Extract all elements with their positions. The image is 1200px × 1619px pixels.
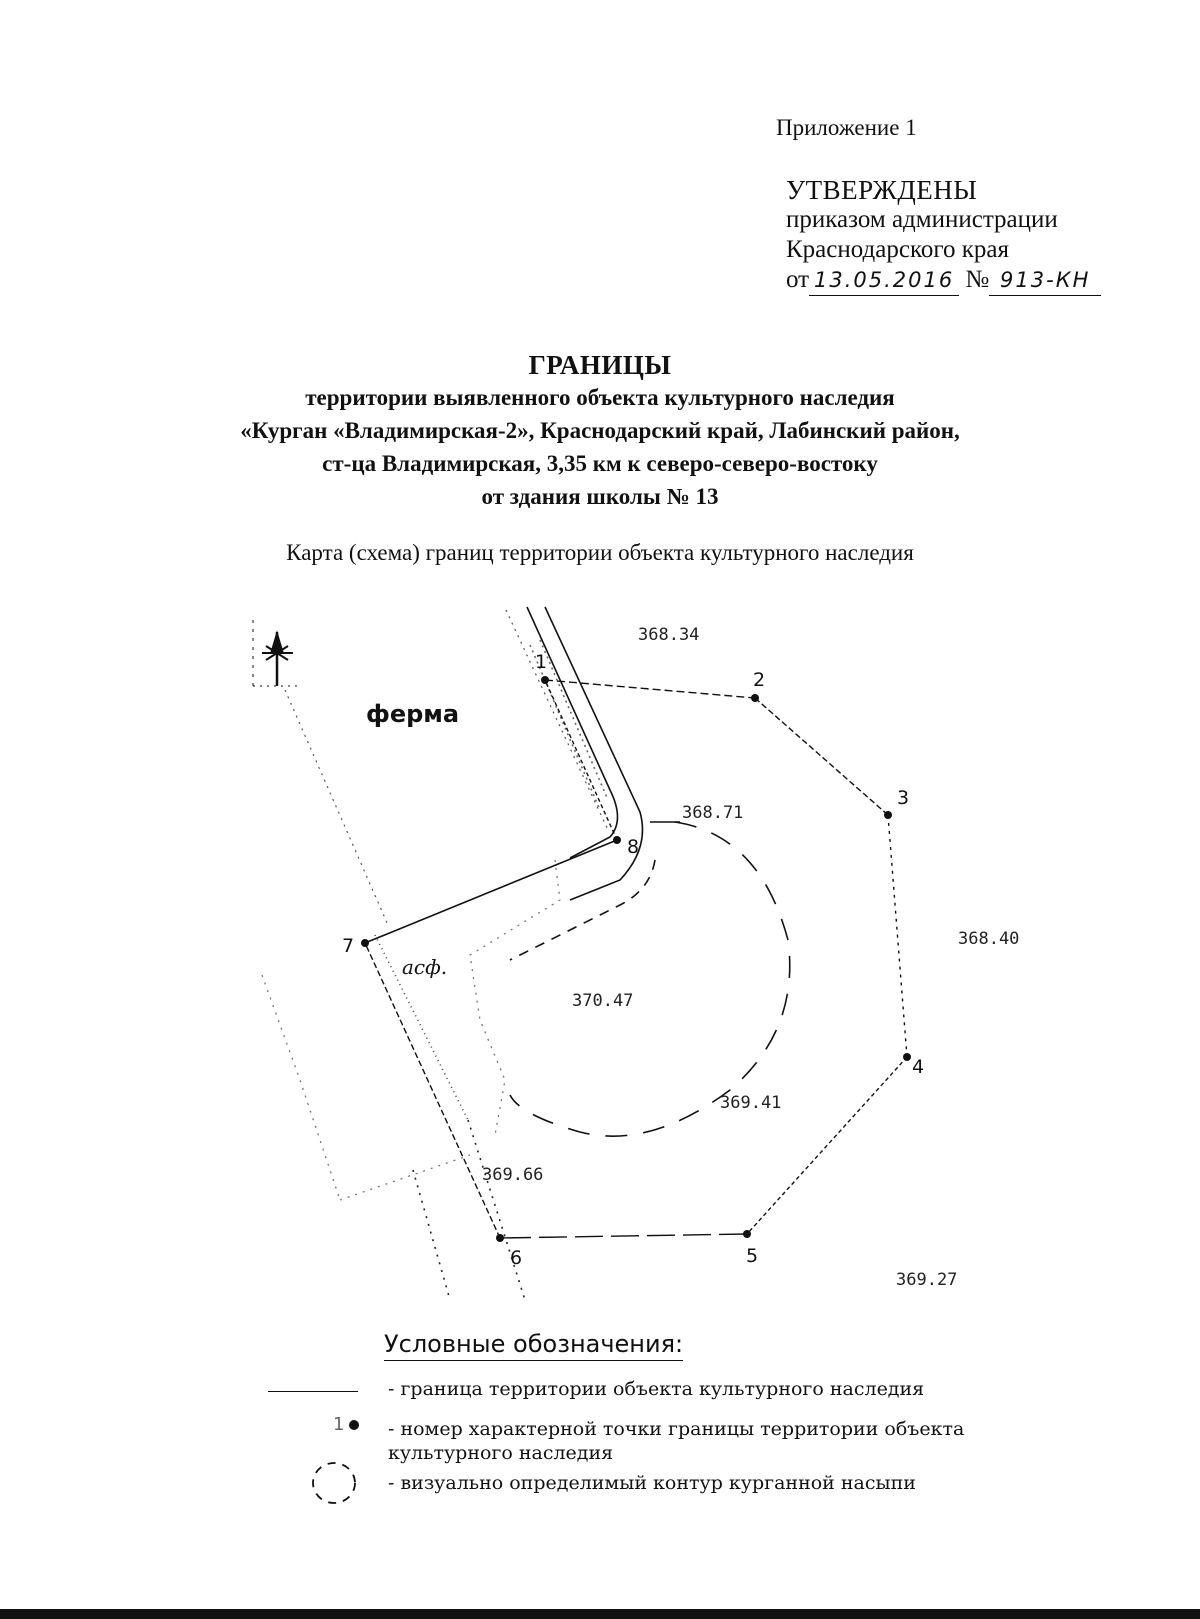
point-marker [541, 676, 549, 684]
appendix-label: Приложение 1 [776, 115, 917, 140]
point-marker [903, 1053, 911, 1061]
order-line-2: Краснодарского края [786, 236, 1009, 263]
ditch-lines [375, 935, 525, 1300]
legend-boundary-text: - граница территории объекта культурного наследия [388, 1378, 925, 1400]
elevation-label: 368.71 [682, 803, 744, 823]
point-label: 1 [535, 651, 548, 673]
point-marker [613, 836, 621, 844]
legend-title: Условные обозначения: [384, 1330, 683, 1361]
map-caption: Карта (схема) границ территории объекта культурного наследия [286, 540, 914, 565]
point-label: 8 [627, 836, 640, 858]
point-marker [743, 1230, 751, 1238]
order-number: 913-КН [989, 265, 1101, 296]
scan-edge-bar [0, 1609, 1200, 1619]
elevation-label: 369.27 [896, 1270, 958, 1290]
farm-label: ферма [366, 700, 460, 728]
point-marker [361, 939, 369, 947]
point-marker [884, 811, 892, 819]
approved-heading: УТВЕРЖДЕНЫ [786, 175, 978, 205]
legend-contour-symbol [308, 1458, 362, 1508]
elevation-label: 370.47 [572, 991, 634, 1011]
elevation-label: 368.34 [638, 625, 700, 645]
point-marker [496, 1234, 504, 1242]
point-label: 4 [912, 1056, 925, 1078]
legend-contour-text: - визуально определимый контур курганной насыпи [388, 1472, 916, 1494]
title-line-4: от здания школы № 13 [481, 484, 719, 509]
title-line-2: «Курган «Владимирская-2», Краснодарский край, Лабинский район, [240, 418, 960, 443]
legend-line-symbol [268, 1391, 358, 1392]
number-prefix: № [965, 266, 990, 293]
point-label: 2 [753, 669, 766, 691]
asphalt-label: асф. [402, 955, 448, 979]
farm-outline [285, 610, 608, 925]
point-label: 3 [897, 787, 910, 809]
title-line-3: ст-ца Владимирская, 3,35 км к северо-северо-востоку [322, 451, 878, 476]
road-lines [510, 607, 655, 960]
approval-block [786, 175, 1101, 296]
boundary-map [0, 595, 1200, 1305]
document-title [0, 350, 1200, 513]
point-marker [751, 694, 759, 702]
elevation-label: 369.41 [720, 1093, 782, 1113]
elevation-label: 368.40 [958, 929, 1020, 949]
elevation-label: 369.66 [482, 1165, 544, 1185]
title-line-1: территории выявленного объекта культурного наследия [305, 385, 895, 410]
kurgan-contour [510, 822, 790, 1136]
legend-point-number: 1 [333, 1414, 345, 1435]
point-label: 5 [746, 1245, 759, 1267]
order-line-1: приказом администрации [786, 206, 1058, 233]
legend-point-text-1: - номер характерной точки границы территории объекта [388, 1418, 965, 1440]
point-label: 6 [510, 1247, 523, 1269]
order-date-line [786, 265, 1101, 296]
legend-point-symbol [333, 1414, 359, 1435]
order-date: 13.05.2016 [809, 265, 959, 296]
title-main: ГРАНИЦЫ [528, 350, 672, 380]
legend-point-text-2: культурного наследия [388, 1442, 614, 1464]
north-arrow-icon [253, 620, 300, 686]
date-prefix: от [786, 266, 810, 293]
asphalt-edge [262, 860, 560, 1200]
point-label: 7 [342, 935, 355, 957]
